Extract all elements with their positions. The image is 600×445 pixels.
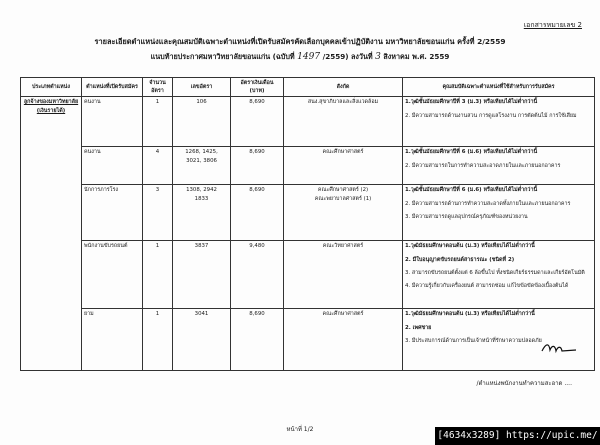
header-cell: คุณสมบัติเฉพาะตำแหน่งที่ใช้สำหรับการรับสมัคร [403,78,595,97]
requirement-item: 3. สามารถขับรถยนต์ตั้งแต่ 6 ล้อขึ้นไป ทั้งชนิดเกียร์ธรรมดาและเกียร์อัตโนมัติ [405,269,585,276]
requirement-item: 1.วุฒิมัธยมศึกษาตอนต้น (ม.3) หรือเทียบได้ไม่ต่ำกว่านี้ [405,243,535,250]
table-row [21,97,595,147]
count-cell: 3 [143,185,173,241]
count-cell: 1 [143,309,173,371]
requirement-item: 1.วุฒิชั้นมัธยมศึกษาปีที่ 3 (ม.3) หรือเทียบได้ไม่ต่ำกว่านี้ [405,99,538,106]
affiliation-cell: สนง.สุขาภิบาลและสิ่งแวดล้อม [284,97,403,147]
requirement-item: 3. มีประสบการณ์ด้านการเป็นเจ้าหน้าที่รักษาความปลอดภัย [405,337,542,344]
requirements-cell [403,185,595,241]
header-cell: ตำแหน่งที่เปิดรับสมัคร [82,78,143,97]
header-cell: จำนวนอัตรา [143,78,173,97]
table-row [21,185,595,241]
requirement-item: 1.วุฒิมัธยมศึกษาตอนต้น (ม.3) หรือเทียบได้ไม่ต่ำกว่านี้ [405,311,535,318]
requirement-item: 4. มีความรู้เกี่ยวกับเครื่องยนต์ สามารถซ่อม แก้ไขข้อขัดข้องเบื้องต้นได้ [405,283,569,290]
header-cell: สังกัด [284,78,403,97]
announcement-day: 3 [375,52,381,62]
requirement-item: 1.วุฒิชั้นมัธยมศึกษาปีที่ 6 (ม.6) หรือเทียบได้ไม่ต่ำกว่านี้ [405,187,538,194]
header-cell: ประเภทตำแหน่ง [21,78,82,97]
table-row [21,147,595,185]
requirement-item: 2. มีความสามารถด้านการทำความสะอาดทั้งภายในและภายนอกอาคาร [405,200,571,207]
count-cell: 1 [143,97,173,147]
requirement-item: 2. เพศชาย [405,324,432,331]
image-host-badge[interactable]: [4634x3289] https://upic.me/ [435,427,600,445]
employee-type: ลูกจ้างของมหาวิทยาลัย (เงินรายได้) [23,99,79,114]
salary-cell: 8,690 [231,309,284,371]
requirements-cell [403,309,595,371]
table-row [21,309,595,371]
requirement-item: 1.วุฒิชั้นมัธยมศึกษาปีที่ 6 (ม.6) หรือเทียบได้ไม่ต่ำกว่านี้ [405,149,538,156]
positions-table [20,77,595,371]
requirement-item: 2. มีความสามารถด้านงานสวน การดูแลโรงงาน การตัดต้นไม้ การใช้เสียม [405,112,577,119]
table-header-row [21,78,595,97]
count-cell: 4 [143,147,173,185]
header-cell: เลขอัตรา [173,78,231,97]
requirement-item: 3. มีความสามารถดูแลอุปกรณ์ครุภัณฑ์ของหน่วยงาน [405,213,528,220]
affiliation-cell: คณะศึกษาศาสตร์ (2) คณะพยาบาลศาสตร์ (1) [284,185,403,241]
requirements-cell [403,241,595,309]
requirement-item: 2. มีความสามารถในการทำความสะอาดภายในและภายนอกอาคาร [405,162,561,169]
page-number: หน้าที่ 1/2 [286,426,314,433]
continuation-note: /ตำแหน่งพนักงานทำความสะอาด .... [476,380,572,387]
type-cell [21,97,82,371]
document-title: รายละเอียดตำแหน่งและคุณสมบัติเฉพาะตำแหน่งที่เปิดรับสมัครคัดเลือกบุคคลเข้าปฏิบัติงาน มหาวิทยาลัยขอนแก่น ครั้งที่ 2/2559 [94,37,506,46]
announcement-number: 1497 [297,52,321,62]
position-cell: คนงาน [82,147,143,185]
position-cell: นักการภารโรง [82,185,143,241]
salary-cell: 8,690 [231,147,284,185]
salary-cell: 8,690 [231,97,284,147]
subtitle-suffix: สิงหาคม พ.ศ. 2559 [383,52,450,61]
document-subtitle [0,52,600,62]
number-cell: 3837 [173,241,231,309]
number-cell: 1308, 2942 1833 [173,185,231,241]
salary-cell: 9,480 [231,241,284,309]
subtitle-prefix: แนบท้ายประกาศมหาวิทยาลัยขอนแก่น (ฉบับที่ [150,52,295,61]
subtitle-middle: /2559) ลงวันที่ [322,52,373,61]
signature-mark [540,341,578,355]
affiliation-cell: คณะศึกษาศาสตร์ [284,147,403,185]
position-cell: พนักงานขับรถยนต์ [82,241,143,309]
position-cell: ยาม [82,309,143,371]
number-cell: 3041 [173,309,231,371]
position-cell: คนงาน [82,97,143,147]
salary-cell: 8,690 [231,185,284,241]
count-cell: 1 [143,241,173,309]
requirement-item: 2. มีใบอนุญาตขับรถยนต์สาธารณะ (ชนิดที่ 2) [405,256,515,263]
requirements-cell [403,147,595,185]
table-row [21,241,595,309]
number-cell: 1268, 1425, 3021, 3806 [173,147,231,185]
header-cell: อัตราเงินเดือน (บาท) [231,78,284,97]
number-cell: 106 [173,97,231,147]
affiliation-cell: คณะวิทยาศาสตร์ [284,241,403,309]
affiliation-cell: คณะศึกษาศาสตร์ [284,309,403,371]
attachment-label: เอกสารหมายเลข 2 [523,21,582,29]
requirements-cell [403,97,595,147]
